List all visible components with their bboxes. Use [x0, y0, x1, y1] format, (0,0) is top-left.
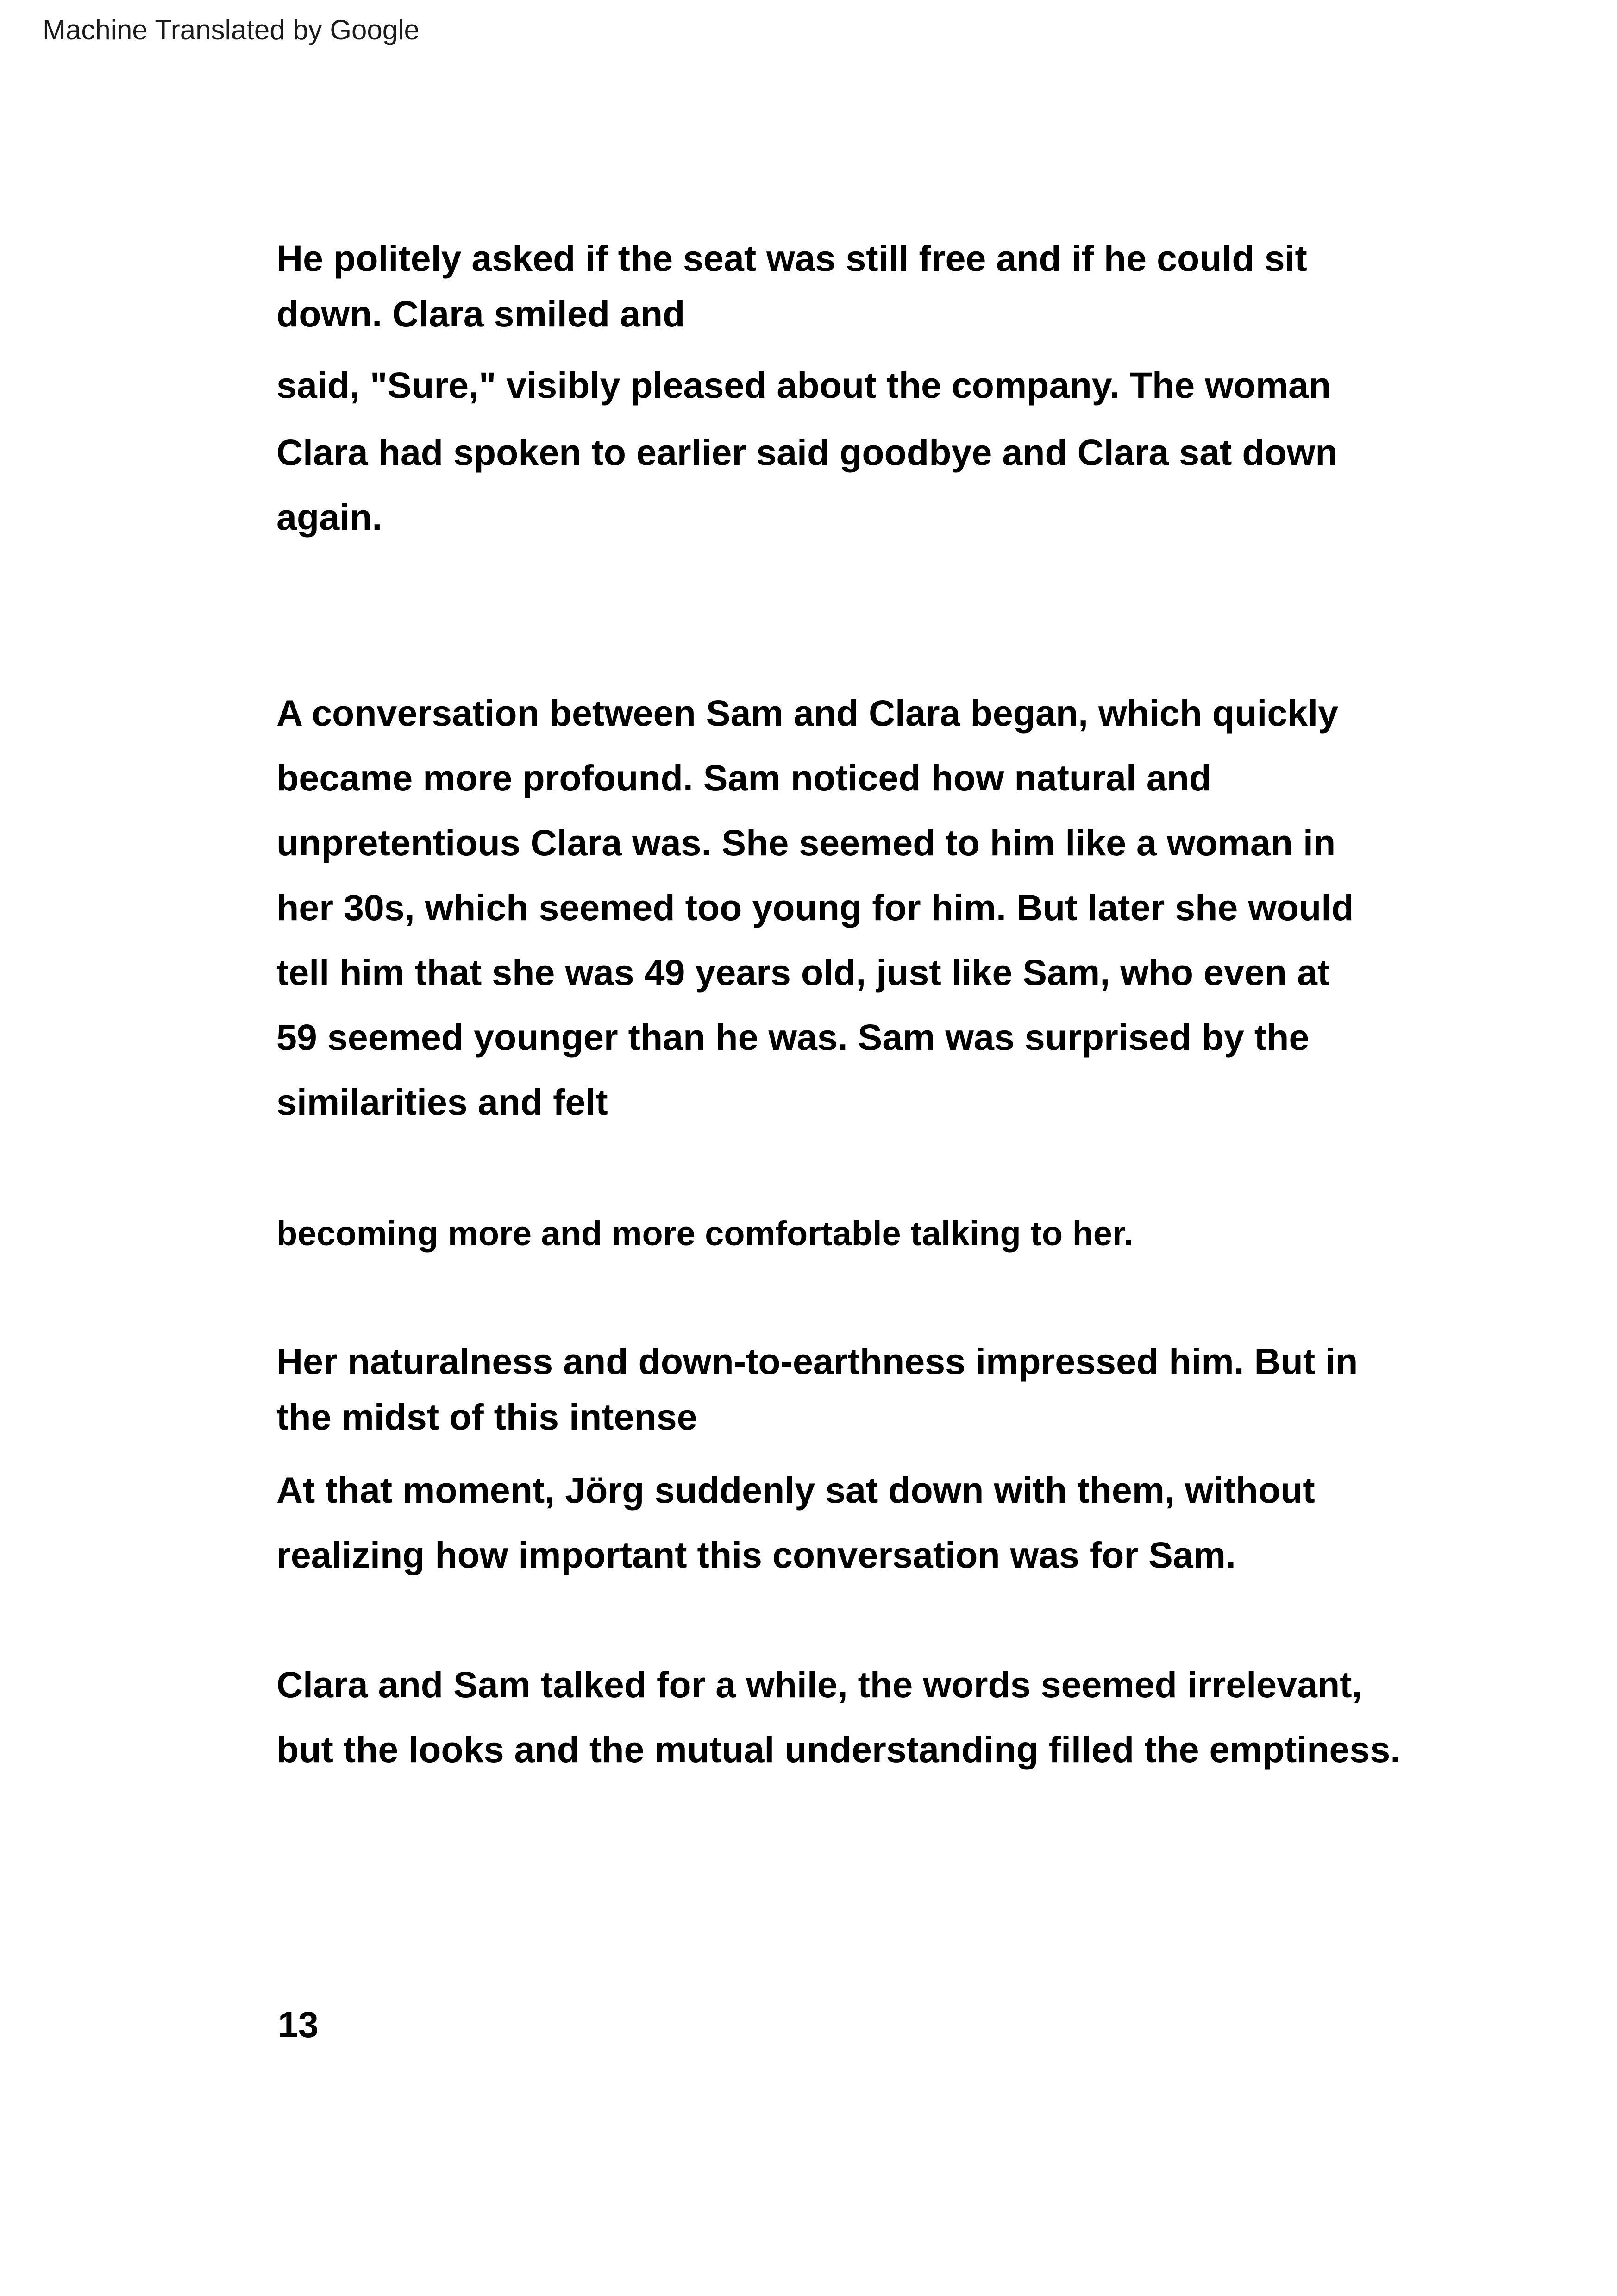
machine-translation-note: Machine Translated by Google — [43, 14, 420, 45]
text-line: again. — [276, 496, 382, 538]
text-line: becoming more and more comfortable talking to her. — [276, 1214, 1134, 1253]
text-line: became more profound. Sam noticed how natural and — [276, 757, 1212, 798]
text-line: Clara had spoken to earlier said goodbye and Clara sat down — [276, 432, 1338, 473]
text-line: tell him that she was 49 years old, just like Sam, who even at — [276, 952, 1330, 993]
text-line: but the looks and the mutual understanding filled the emptiness. — [276, 1729, 1401, 1770]
text-line: realizing how important this conversation was for Sam. — [276, 1534, 1236, 1575]
text-line: the midst of this intense — [276, 1396, 697, 1437]
text-line: said, "Sure," visibly pleased about the company. The woman — [276, 364, 1331, 406]
text-line: At that moment, Jörg suddenly sat down with them, without — [276, 1469, 1315, 1511]
text-line: 59 seemed younger than he was. Sam was surprised by the — [276, 1016, 1310, 1058]
text-line: A conversation between Sam and Clara began, which quickly — [276, 692, 1339, 734]
text-line: Her naturalness and down-to-earthness impressed him. But in — [276, 1341, 1358, 1382]
text-line: He politely asked if the seat was still free and if he could sit — [276, 238, 1307, 279]
text-line: similarities and felt — [276, 1081, 608, 1123]
text-line: unpretentious Clara was. She seemed to him like a woman in — [276, 822, 1336, 863]
text-line: down. Clara smiled and — [276, 293, 685, 334]
text-line: Clara and Sam talked for a while, the words seemed irrelevant, — [276, 1664, 1362, 1705]
page-number: 13 — [278, 2004, 319, 2045]
text-line: her 30s, which seemed too young for him. But later she would — [276, 887, 1354, 928]
